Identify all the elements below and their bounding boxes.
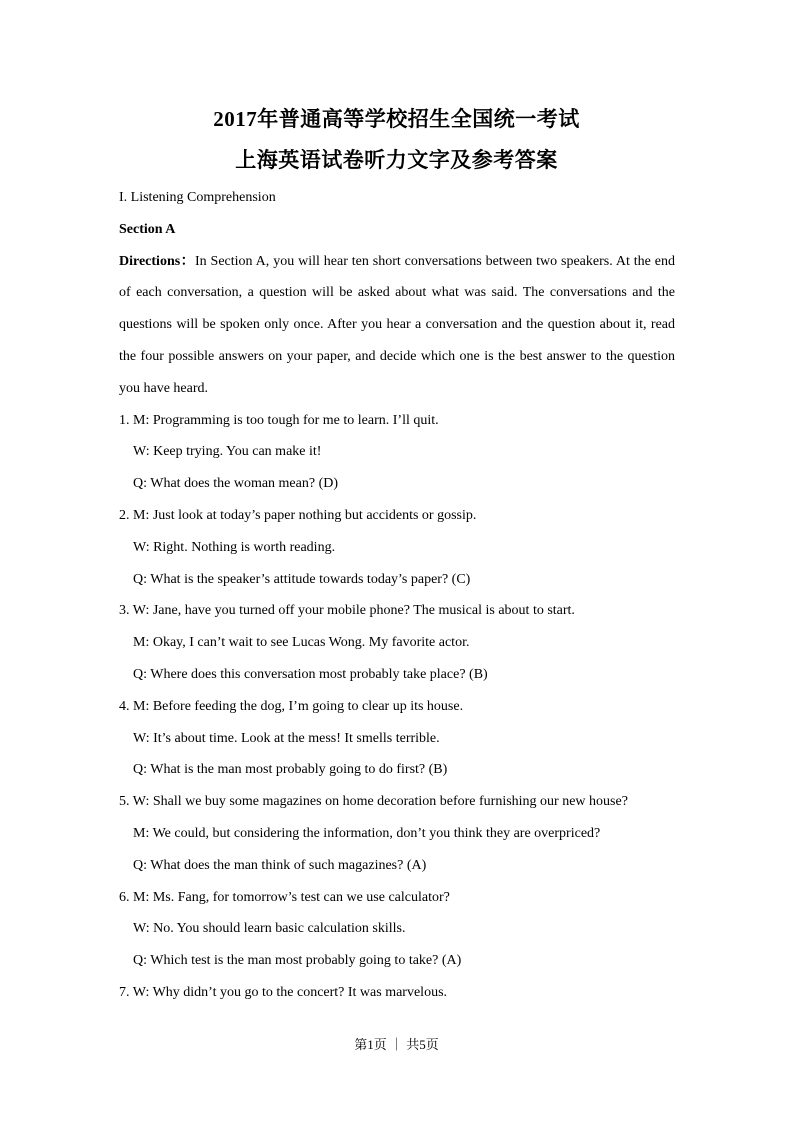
question-item-7 bbox=[119, 977, 675, 1009]
item-line-speaker-1: 5. W: Shall we buy some magazines on home decoration before furnishing our new house? bbox=[119, 794, 628, 810]
item-line-speaker-2: M: Okay, I can’t wait to see Lucas Wong. My favorite actor. bbox=[133, 635, 470, 651]
item-line-question: Q: What is the speaker’s attitude towards today’s paper? (C) bbox=[133, 571, 471, 587]
item-line-question: Q: Where does this conversation most probably take place? (B) bbox=[133, 666, 488, 682]
document-title-line-2: 上海英语试卷听力文字及参考答案 bbox=[235, 148, 558, 172]
item-line-speaker-1: 2. M: Just look at today’s paper nothing but accidents or gossip. bbox=[119, 507, 477, 523]
page-footer: 第1页 ｜ 共5页 bbox=[354, 1037, 439, 1052]
item-line-question: Q: What is the man most probably going to do first? (B) bbox=[133, 762, 448, 778]
item-line-speaker-2: W: Right. Nothing is worth reading. bbox=[133, 539, 336, 555]
item-line-speaker-1: 6. M: Ms. Fang, for tomorrow’s test can we use calculator? bbox=[119, 889, 450, 905]
item-line-question: Q: What does the man think of such magazines? (A) bbox=[133, 857, 427, 873]
question-item-5 bbox=[119, 786, 675, 881]
question-item-1 bbox=[119, 405, 675, 500]
section-heading: Section A bbox=[119, 221, 176, 237]
item-line-question: Q: What does the woman mean? (D) bbox=[133, 476, 339, 492]
item-line-speaker-1: 3. W: Jane, have you turned off your mobile phone? The musical is about to start. bbox=[119, 603, 575, 619]
item-line-speaker-1: 4. M: Before feeding the dog, I’m going to clear up its house. bbox=[119, 698, 464, 714]
question-item-3 bbox=[119, 595, 675, 690]
item-line-speaker-2: W: No. You should learn basic calculation skills. bbox=[133, 921, 406, 937]
item-line-question: Q: Which test is the man most probably going to take? (A) bbox=[133, 953, 462, 969]
item-line-speaker-2: W: It’s about time. Look at the mess! It smells terrible. bbox=[133, 730, 440, 746]
question-item-2 bbox=[119, 500, 675, 595]
directions-paragraph bbox=[119, 246, 675, 405]
document-body bbox=[119, 182, 675, 1009]
directions-label: Directions： bbox=[119, 253, 195, 269]
question-item-6 bbox=[119, 882, 675, 977]
item-line-speaker-2: M: We could, but considering the information, don’t you think they are overpriced? bbox=[133, 825, 601, 841]
document-title-line-1: 2017年普通高等学校招生全国统一考试 bbox=[213, 107, 580, 131]
item-line-speaker-2: W: Keep trying. You can make it! bbox=[133, 444, 322, 460]
question-item-4 bbox=[119, 691, 675, 786]
part-heading: I. Listening Comprehension bbox=[119, 190, 276, 205]
item-line-speaker-1: 7. W: Why didn’t you go to the concert? It was marvelous. bbox=[119, 984, 448, 1000]
item-line-speaker-1: 1. M: Programming is too tough for me to learn. I’ll quit. bbox=[119, 412, 439, 428]
directions-text: In Section A, you will hear ten short conversations between two speakers. At the end of each conversation, a question will be asked about what was said. The conversations and the questions will be spoken only once. After you hear a conversation and the question about it, read the four possible answers on your paper, and decide which one is the best answer to the question you have heard. bbox=[119, 253, 675, 396]
